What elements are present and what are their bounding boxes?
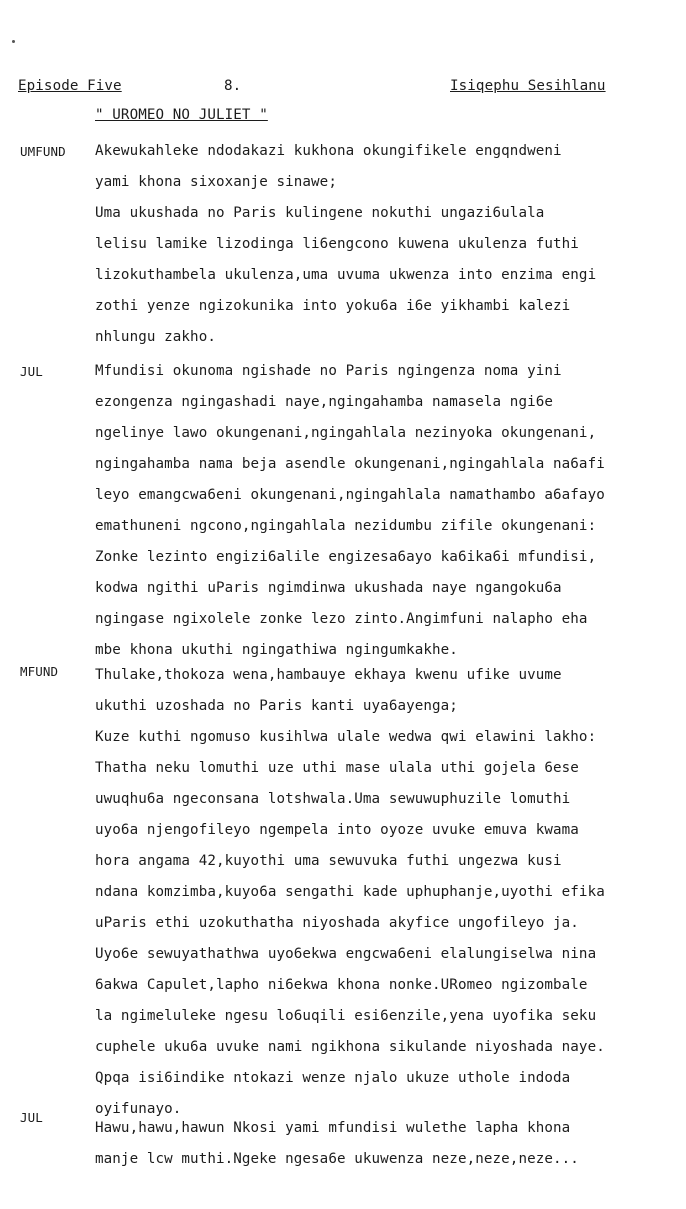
speech-line: leyo emangcwa6eni okungenani,ngingahlala namathambo a6afayo	[95, 487, 605, 503]
speech-line: mbe khona ukuthi ngingathiwa ngingumkakhe.	[95, 642, 458, 658]
speech-line: ngingase ngixolele zonke lezo zinto.Angimfuni nalapho eha	[95, 611, 588, 627]
speech-line: Thatha neku lomuthi uze uthi mase ulala uthi gojela 6ese	[95, 760, 579, 776]
speech-line: uyo6a njengofileyo ngempela into oyoze uvuke emuva kwama	[95, 822, 579, 838]
speaker-name: MFUND	[20, 664, 59, 679]
episode-label	[18, 78, 122, 94]
speech-line: Hawu,hawu,hawun Nkosi yami mfundisi wulethe lapha khona	[95, 1120, 571, 1136]
speech-line: ngingahamba nama beja asendle okungenani,ngingahlala na6afi	[95, 456, 605, 472]
speech-line: ezongenza ngingashadi naye,ngingahamba namasela ngi6e	[95, 394, 554, 410]
speech-line: zothi yenze ngizokunika into yoku6a i6e yikhambi kalezi	[95, 298, 571, 314]
speaker-name: JUL	[20, 1110, 43, 1125]
speech-text	[95, 136, 680, 353]
episode-label-zulu	[450, 78, 606, 94]
speech-line: cuphele uku6a uvuke nami ngikhona sikulande niyoshada naye.	[95, 1039, 605, 1055]
speck-mark	[12, 40, 15, 43]
speech-line: Thulake,thokoza wena,hambauye ekhaya kwenu ufike uvume	[95, 667, 562, 683]
speech-line: ukuthi uzoshada no Paris kanti uya6ayenga;	[95, 698, 458, 714]
speech-line: Uma ukushada no Paris kulingene nokuthi ungazi6ulala	[95, 205, 545, 221]
speech-text	[95, 660, 680, 1125]
page-number: 8.	[224, 78, 242, 94]
episode-label-zulu-text: Isiqephu Sesihlanu	[450, 78, 606, 94]
speaker-name: JUL	[20, 364, 43, 379]
speech-line: kodwa ngithi uParis ngimdinwa ukushada naye ngangoku6a	[95, 580, 562, 596]
speech-line: lelisu lamike lizodinga li6engcono kuwena ukulenza futhi	[95, 236, 579, 252]
speech-line: ngelinye lawo okungenani,ngingahlala nezinyoka okungenani,	[95, 425, 597, 441]
speech-text	[95, 356, 680, 666]
speech-line: Uyo6e sewuyathathwa uyo6ekwa engcwa6eni elalungiselwa nina	[95, 946, 597, 962]
speech-line: hora angama 42,kuyothi uma sewuvuka futhi ungezwa kusi	[95, 853, 562, 869]
episode-label-text: Episode Five	[18, 78, 122, 94]
speech-line: 6akwa Capulet,lapho ni6ekwa khona nonke.URomeo ngizombale	[95, 977, 588, 993]
speech-line: emathuneni ngcono,ngingahlala nezidumbu zifile okungenani:	[95, 518, 597, 534]
speech-text	[95, 1113, 680, 1175]
speech-line: Zonke lezinto engizi6alile engizesa6ayo ka6ika6i mfundisi,	[95, 549, 597, 565]
speech-line: uParis ethi uzokuthatha niyoshada akyfice ungofileyo ja.	[95, 915, 579, 931]
speech-line: lizokuthambela ukulenza,uma uvuma ukwenza into enzima engi	[95, 267, 597, 283]
speech-line: ndana komzimba,kuyo6a sengathi kade uphuphanje,uyothi efika	[95, 884, 605, 900]
speech-line: Akewukahleke ndodakazi kukhona okungifikele engqndweni	[95, 143, 562, 159]
speech-line: uwuqhu6a ngeconsana lotshwala.Uma sewuwuphuzile lomuthi	[95, 791, 571, 807]
play-title: " UROMEO NO JULIET "	[95, 107, 268, 123]
speech-line: nhlungu zakho.	[95, 329, 216, 345]
speaker-name: UMFUND	[20, 144, 66, 159]
speech-line: oyifunayo.	[95, 1101, 182, 1117]
speech-line: la ngimeluleke ngesu lo6uqili esi6enzile,yena uyofika seku	[95, 1008, 597, 1024]
speech-line: yami khona sixoxanje sinawe;	[95, 174, 337, 190]
speech-line: manje lcw muthi.Ngeke ngesa6e ukuwenza neze,neze,neze...	[95, 1151, 579, 1167]
speech-line: Qpqa isi6indike ntokazi wenze njalo ukuze uthole indoda	[95, 1070, 571, 1086]
speech-line: Kuze kuthi ngomuso kusihlwa ulale wedwa qwi elawini lakho:	[95, 729, 597, 745]
speech-line: Mfundisi okunoma ngishade no Paris ngingenza noma yini	[95, 363, 562, 379]
